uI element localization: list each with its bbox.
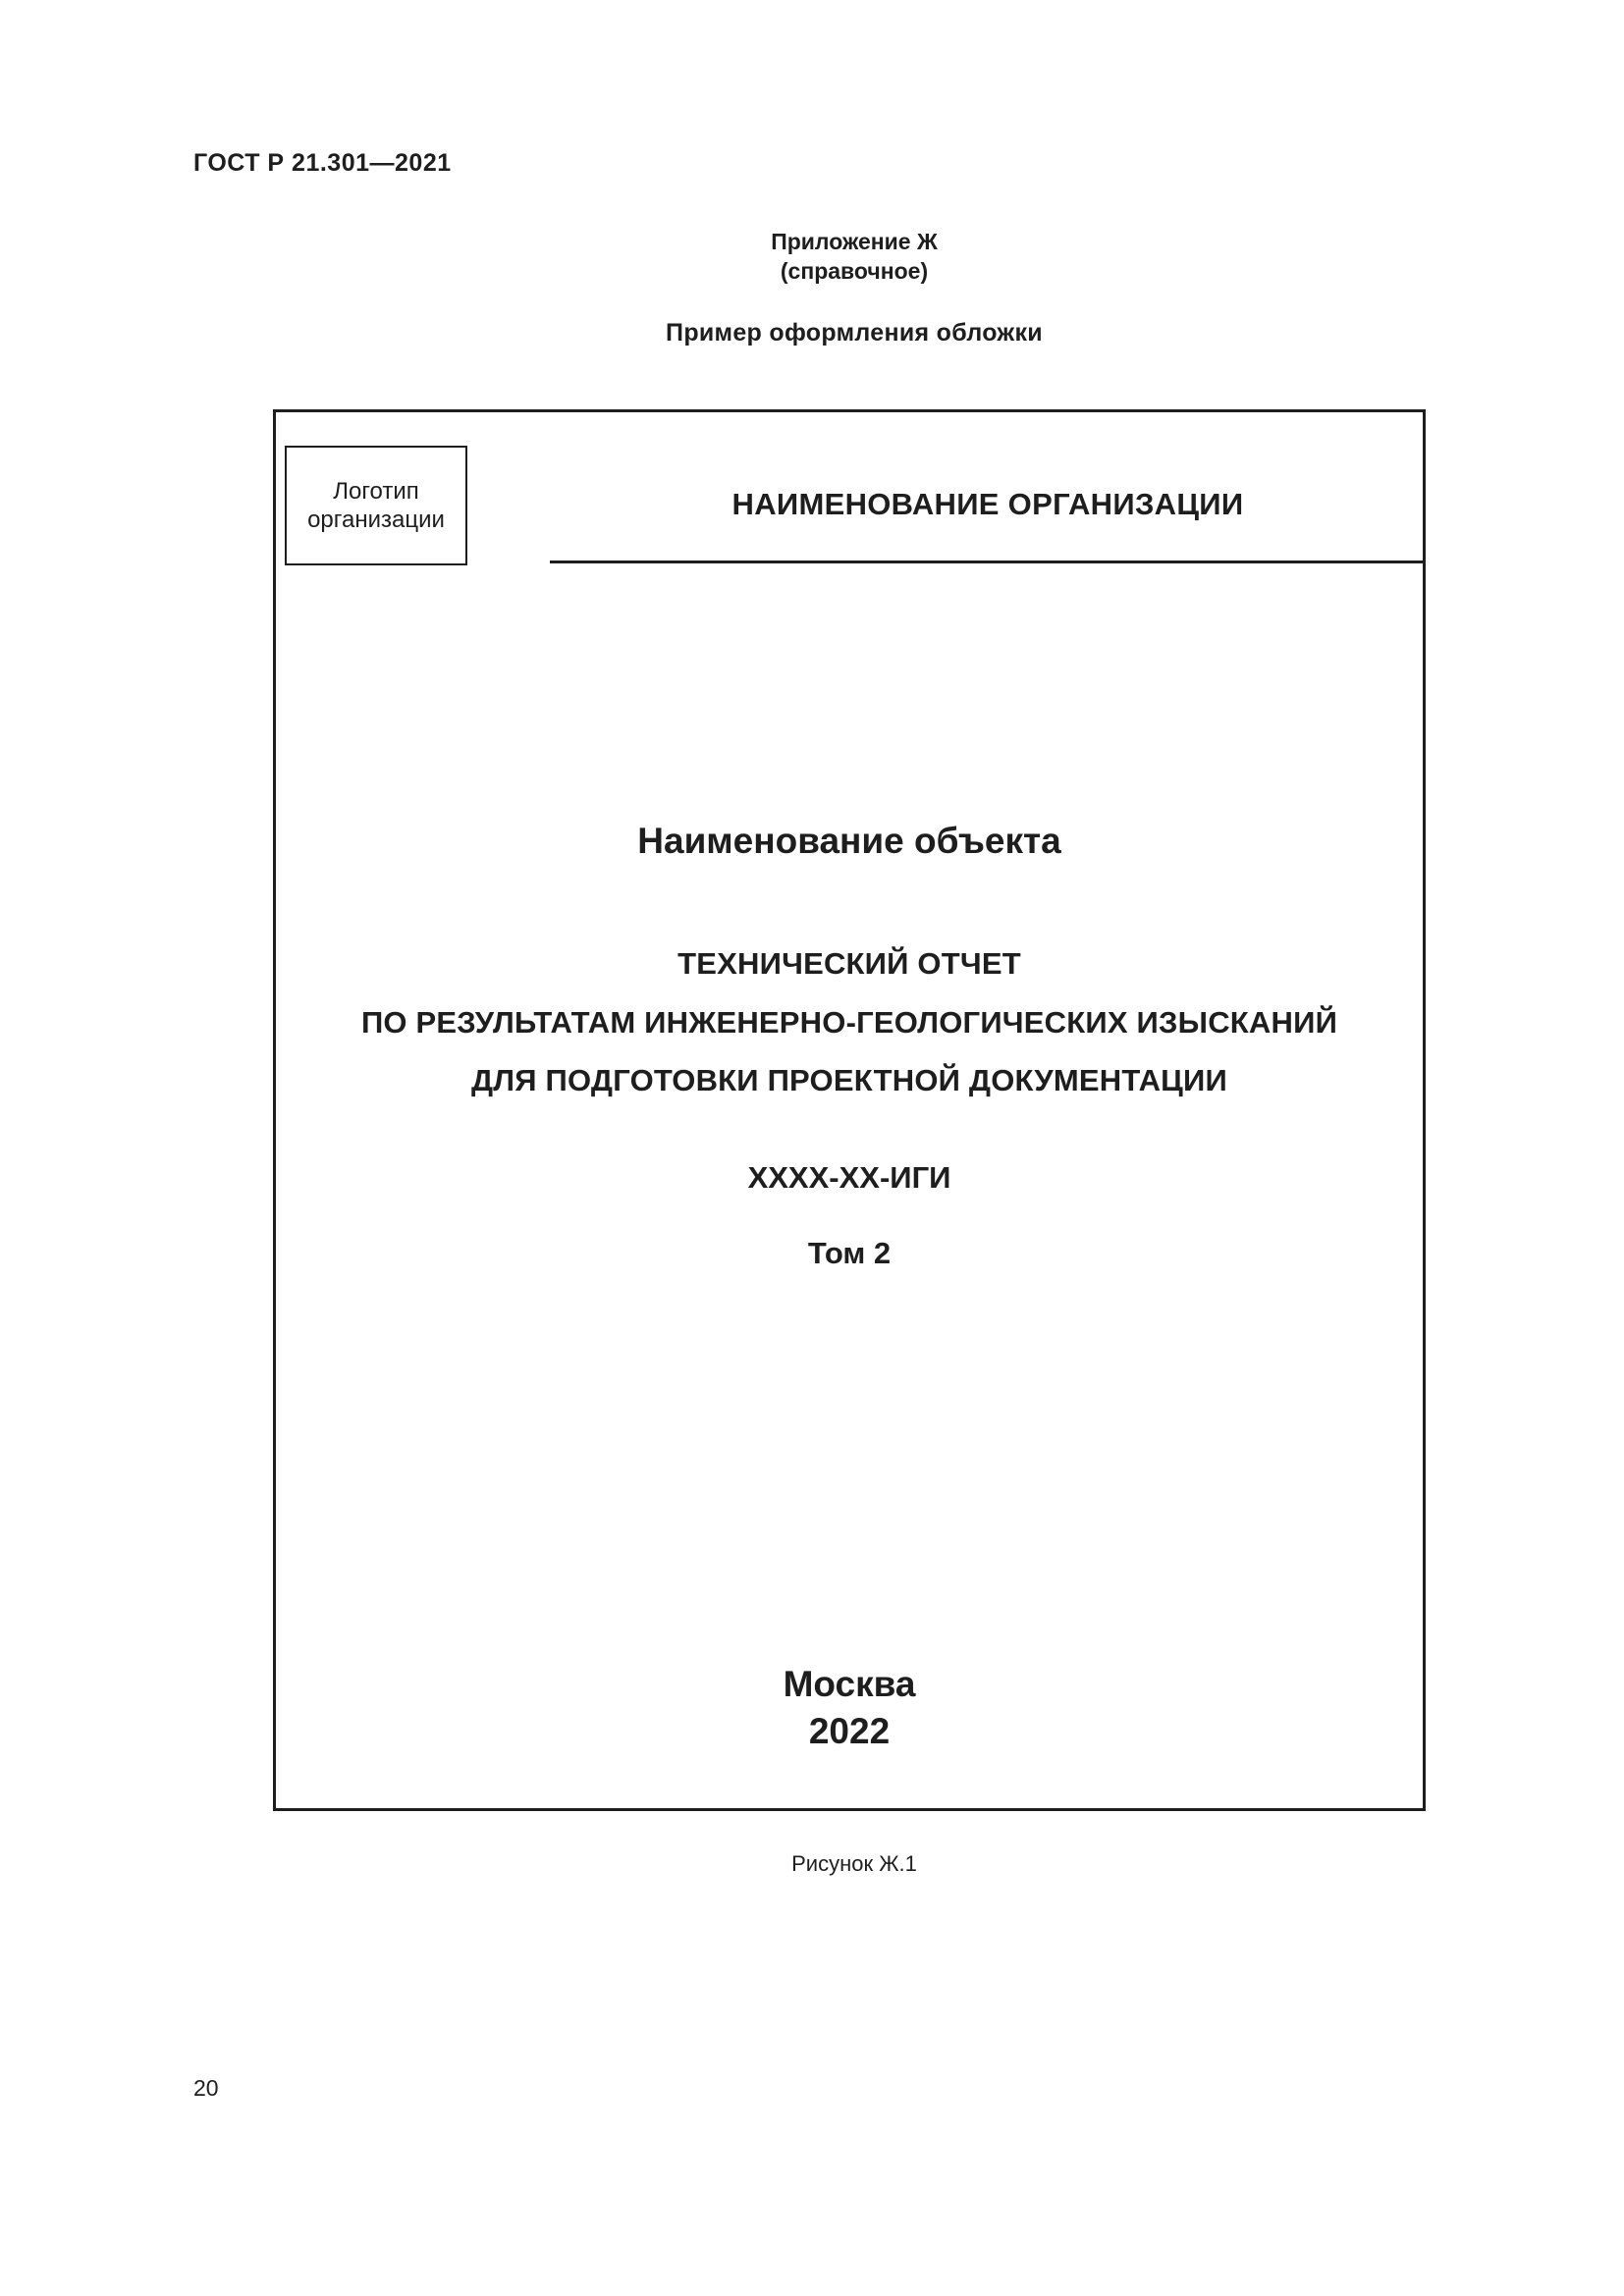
volume-number: Том 2 [807,1236,892,1270]
organization-name: НАИМЕНОВАНИЕ ОРГАНИЗАЦИИ [731,487,1244,521]
appendix-title: Приложение Ж [771,229,938,254]
page-number: 20 [193,2075,219,2101]
cover-frame [273,409,1426,1811]
report-title-line-2: ПО РЕЗУЛЬТАТАМ ИНЖЕНЕРНО-ГЕОЛОГИЧЕСКИХ ИЗЫСКАНИЙ [360,1005,1338,1040]
report-title-line-3: ДЛЯ ПОДГОТОВКИ ПРОЕКТНОЙ ДОКУМЕНТАЦИИ [471,1063,1227,1097]
report-title-line-1: ТЕХНИЧЕСКИЙ ОТЧЕТ [677,946,1021,981]
object-name: Наименование объекта [637,821,1061,861]
year: 2022 [808,1711,891,1751]
document-code: ХХХХ-ХХ-ИГИ [747,1160,951,1195]
city: Москва [783,1664,916,1704]
logo-placeholder [285,446,467,565]
standard-designation: ГОСТ Р 21.301—2021 [193,149,452,177]
organization-divider [550,561,1426,563]
figure-caption: Рисунок Ж.1 [791,1851,917,1876]
logo-label-line-2: организации [307,507,445,533]
appendix-caption: Пример оформления обложки [666,319,1043,347]
appendix-type: (справочное) [780,258,929,284]
logo-label-line-1: Логотип [333,478,419,505]
